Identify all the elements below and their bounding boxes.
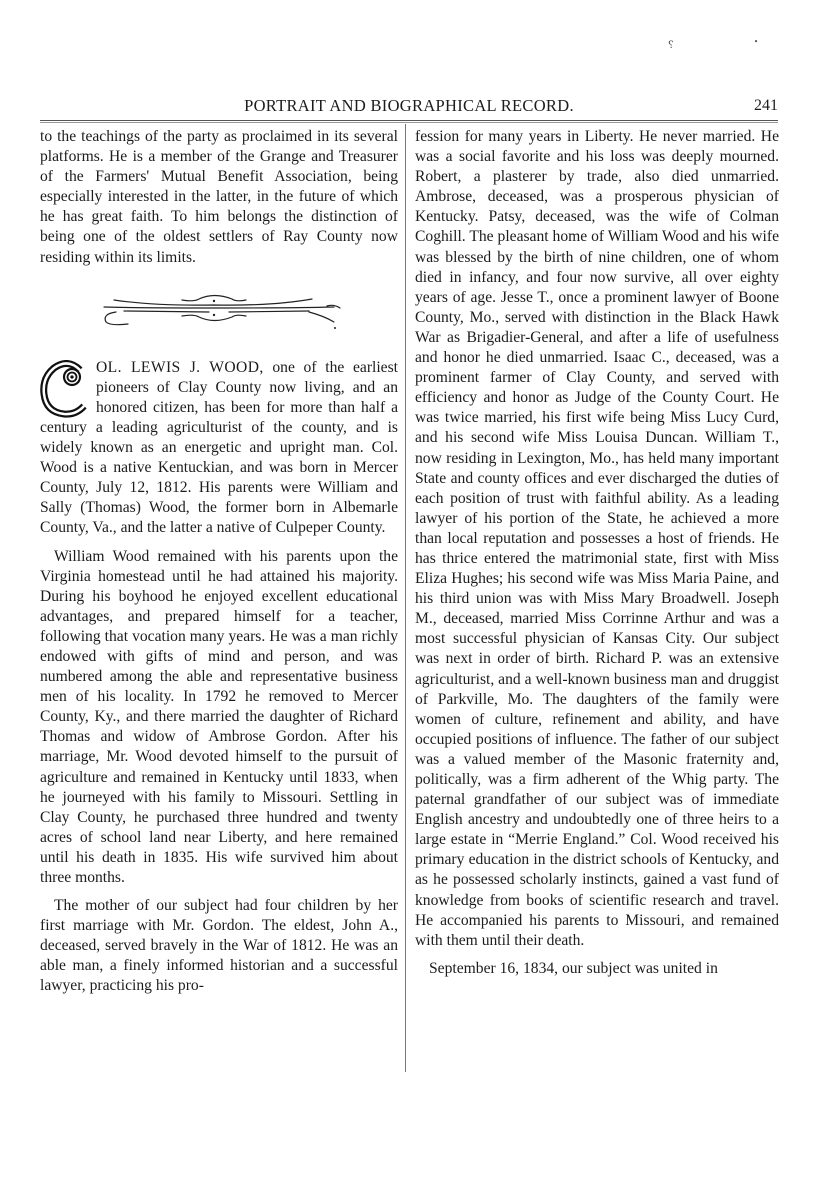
opening-paragraph: one of the earliest pioneers of Clay County now living, and an honored citizen, has been for more than half a century a leading agriculturist of the county, and is widely known as an energetic and upright man. Col. Wood is a native Kentuckian, and was born in Mercer County, July 12, 1812. His parents were William and Sally (Thomas) Wood, the former born in Albemarle County, Va., and the latter a native of Culpeper County. [40, 358, 398, 537]
paragraph: September 16, 1834, our subject was united in [429, 959, 718, 977]
header-rule-secondary [40, 122, 778, 123]
paragraph: fession for many years in Liberty. He never married. He was a social favorite and his loss was deeply mourned. Robert, a plasterer by trade, also died unmarried. Ambrose, deceased, was a prosperous physician of Kentucky. Patsy, deceased, was the wife of Colman Coghill. The pleasant home of William Wood and his wife was blessed by the birth of nine children, one of whom died in infancy, and four now survive, all over eighty years of age. Jesse T., once a prominent lawyer of Boone County, Mo., served with distinction in the Black Hawk War as Brigadier-General, and after a life of usefulness and honor he died unmarried. Isaac C., deceased, was a prominent farmer of Clay County, and served with efficiency and honor as Judge of the County Court. He was twice married, his first wife being Miss Lucy Curd, and his second wife Miss Louisa Duncan. William T., now residing in Lexington, Mo., has held many important State and county offices and ever discharged the duties of each position of trust with faithful ability. As a leading lawyer of his portion of the State, he achieved a more than local reputation and possesses a host of friends. He has thrice entered the matrimonial state, first with Miss Eliza Hughes; his second wife was Miss Maria Paine, and his third union was with Miss Mary Broadwell. Joseph M., deceased, married Miss Corrinne Arthur and was a most successful physician of Kansas City. Our subject was next in order of birth. Richard P. was an extensive agriculturist, and a well-known business man and druggist of Parkville, Mo. The daughters of the family were women of culture, refinement and ability, and have occupied positions of influence. The father of our subject was a valued member of the Masonic fraternity and, politically, was a firm adherent of the Whig party. The paternal grandfather of our subject was of immediate English ancestry and undoubtedly one of three heirs to a large estate in “Merrie England.” Col. Wood received his primary education in the district schools of Kentucky, and as he possessed scholarly instincts, gained a vast fund of knowledge from books of scientific research and travel. He accompanied his parents to Missouri, and remained with them until their death. [415, 128, 779, 949]
continued-paragraph: to the teachings of the party as proclaimed in its several platforms. He is a member of the Grange and Treasurer of the Farmers' Mutual Benefit Association, being especially interested in the latter, in the future of which he has great faith. To him belongs the distinction of being one of the oldest settlers of Ray County now residing within its limits. [40, 128, 398, 266]
dropcap-c-icon [40, 360, 90, 418]
ornament-divider-icon [94, 286, 344, 334]
subject-name: OL. LEWIS J. WOOD, [96, 358, 264, 376]
scan-speck: ⸮ [668, 40, 674, 51]
column-divider [405, 124, 406, 1072]
paragraph: William Wood remained with his parents upon the Virginia homestead until he had attained his majority. During his boyhood he enjoyed excellent educational advantages, and prepared himself for a teacher, following that vocation many years. He was a man richly endowed with gifts of mind and person, and was numbered among the able and representative business men of his locality. In 1792 he removed to Mercer County, Ky., and there married the daughter of Richard Thomas and widow of Ambrose Gordon. After his marriage, Mr. Wood devoted himself to the pursuit of agriculture and remained in Kentucky until 1833, when he journeyed with his family to Missouri. Settling in Clay County, he purchased three hundred and twenty acres of school land near Liberty, and here remained until his death in 1835. His wife survived him about three months. [40, 547, 398, 886]
article-opening [40, 358, 398, 539]
page-number: 241 [754, 97, 778, 114]
header-rule [40, 120, 778, 121]
scan-speck: • [754, 38, 759, 46]
right-column [415, 127, 779, 979]
page-header [40, 96, 778, 118]
paragraph: The mother of our subject had four children by her first marriage with Mr. Gordon. The eldest, John A., deceased, served bravely in the War of 1812. He was an able man, a finely informed historian and a successful lawyer, practicing his pro- [40, 897, 398, 995]
running-title: PORTRAIT AND BIOGRAPHICAL RECORD. [244, 96, 574, 115]
left-column [40, 127, 398, 997]
